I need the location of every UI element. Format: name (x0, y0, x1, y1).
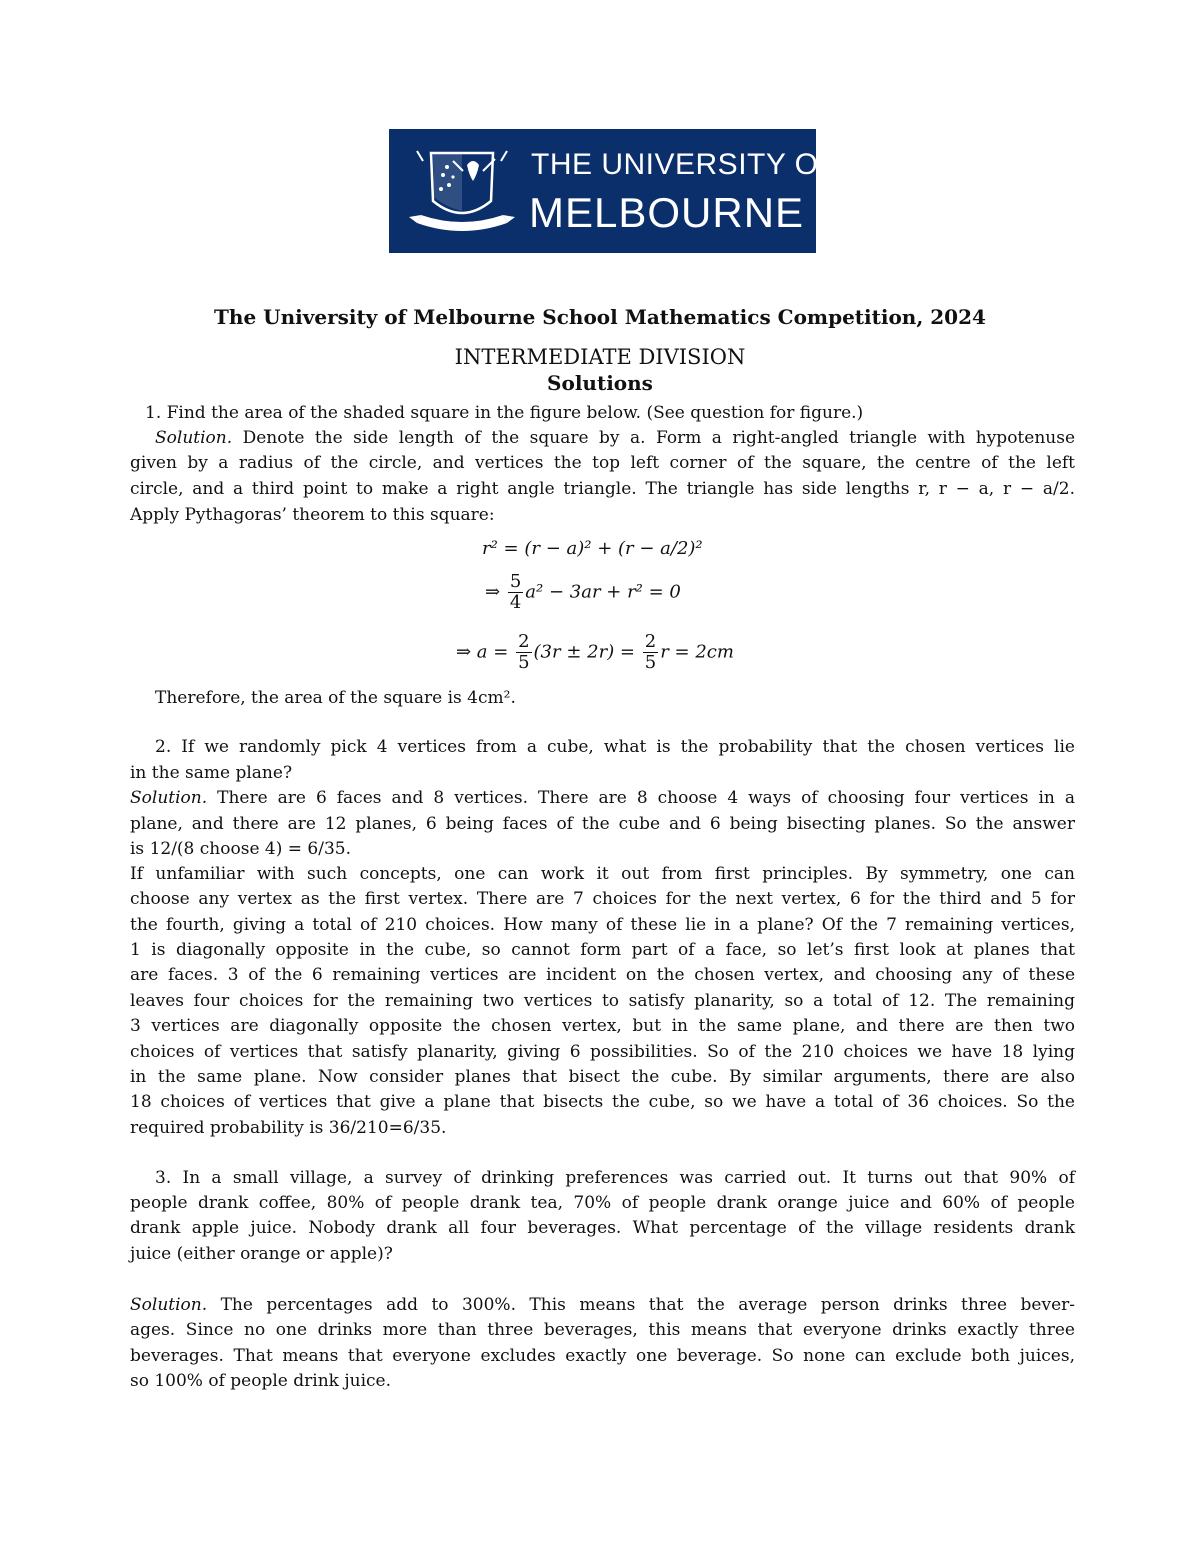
q2-line-4: plane, and there are 12 planes, 6 being faces of the cube and 6 being bisecting planes. So the answer (130, 814, 1075, 834)
q1-equation-1: r² = (r − a)² + (r − a/2)² (482, 538, 703, 559)
q1-equation-3 (456, 632, 734, 673)
division-heading: INTERMEDIATE DIVISION (454, 345, 746, 369)
q2-line-5: is 12/(8 choose 4) = 6/35. (130, 839, 351, 859)
q2-line-10: are faces. 3 of the 6 remaining vertices are incident on the chosen vertex, and choosing any of these (130, 965, 1075, 985)
fraction-2-5 (516, 632, 531, 673)
equation-2-rest: a² − 3ar + r² = 0 (525, 581, 681, 603)
q2-line-13: choices of vertices that satisfy planarity, giving 6 possibilities. So of the 210 choices we have 18 lying (130, 1042, 1075, 1062)
q3-line-3: drank apple juice. Nobody drank all four beverages. What percentage of the village residents drank (130, 1218, 1075, 1238)
fraction-numerator: 2 (644, 631, 657, 652)
q2-solution-label: Solution. (130, 788, 208, 808)
q2-line-14: in the same plane. Now consider planes that bisect the cube. By similar arguments, there are also (130, 1067, 1075, 1087)
q3-line-2: people drank coffee, 80% of people drank tea, 70% of people drank orange juice and 60% of people (130, 1193, 1075, 1213)
logo-line-2: MELBOURNE (529, 189, 805, 236)
q3-line-4: juice (either orange or apple)? (130, 1244, 393, 1264)
q2-line-6: If unfamiliar with such concepts, one can work it out from first principles. By symmetry, one can (130, 864, 1075, 884)
equation-3-middle: (3r ± 2r) = (533, 641, 636, 663)
q1-line-3: circle, and a third point to make a right angle triangle. The triangle has side lengths r, r − a, r − a/2. (130, 479, 1075, 499)
fraction-numerator: 2 (518, 631, 530, 652)
equation-3-start: ⇒ a = (456, 641, 509, 663)
fraction-denominator: 4 (509, 592, 522, 613)
q2-line-16: required probability is 36/210=6/35. (130, 1118, 447, 1138)
q1-line-2: given by a radius of the circle, and vertices the top left corner of the square, the centre of the left (130, 453, 1075, 473)
q2-line-8: the fourth, giving a total of 210 choices. How many of these lie in a plane? Of the 7 remaining vertices, (130, 915, 1075, 935)
solutions-heading: Solutions (547, 371, 653, 395)
q3-line-7: beverages. That means that everyone excludes exactly one beverage. So none can exclude both juices, (130, 1346, 1075, 1366)
q2-line-7: choose any vertex as the first vertex. There are 7 choices for the next vertex, 6 for the third and 5 for (130, 889, 1075, 909)
q2-line-2: in the same plane? (130, 763, 293, 783)
page-title: The University of Melbourne School Mathematics Competition, 2024 (214, 305, 986, 329)
q1-question: 1. Find the area of the shaded square in the figure below. (See question for figure.) (145, 403, 864, 423)
q2-line-11: leaves four choices for the remaining two vertices to satisfy planarity, so a total of 12. The remaining (130, 991, 1075, 1011)
q3-solution-label: Solution. (130, 1295, 208, 1315)
q1-text: Denote the side length of the square by a. Form a right-angled triangle with hypotenuse (242, 428, 1076, 448)
q1-solution-label: Solution. (155, 428, 233, 448)
q2-line-12: 3 vertices are diagonally opposite the chosen vertex, but in the same plane, and there are then two (130, 1016, 1075, 1036)
university-logo (389, 129, 838, 253)
fraction-5-4 (508, 572, 523, 613)
q2-line-9: 1 is diagonally opposite in the cube, so cannot form part of a face, so let’s first look at planes that (130, 940, 1075, 960)
crest-icon (403, 141, 521, 241)
q3-text: The percentages add to 300%. This means that the average person drinks three bever- (220, 1295, 1075, 1315)
q1-line-4: Apply Pythagoras’ theorem to this square: (130, 505, 495, 525)
q1-conclusion: Therefore, the area of the square is 4cm². (155, 688, 516, 708)
equation-3-end: r = 2cm (660, 641, 734, 663)
q1-equation-2 (485, 572, 681, 613)
logo-line-1: THE UNIVERSITY OF (531, 148, 838, 181)
q3-solution-line (130, 1293, 1075, 1317)
q2-solution-line (130, 786, 1075, 810)
q2-text: There are 6 faces and 8 vertices. There are 8 choose 4 ways of choosing four vertices in a (217, 788, 1076, 808)
q3-line-1: 3. In a small village, a survey of drinking preferences was carried out. It turns out that 90% of (155, 1168, 1075, 1188)
q2-line-15: 18 choices of vertices that give a plane that bisects the cube, so we have a total of 36 choices. So the (130, 1092, 1075, 1112)
q2-line-1: 2. If we randomly pick 4 vertices from a cube, what is the probability that the chosen vertices lie (155, 737, 1075, 757)
fraction-2-5-second (643, 632, 658, 673)
q3-line-8: so 100% of people drink juice. (130, 1371, 392, 1391)
fraction-denominator: 5 (644, 652, 657, 673)
implies-symbol: ⇒ (485, 581, 501, 603)
q1-solution-line (155, 426, 1075, 450)
fraction-denominator: 5 (518, 652, 530, 673)
fraction-numerator: 5 (509, 571, 522, 592)
q3-line-6: ages. Since no one drinks more than three beverages, this means that everyone drinks exactly three (130, 1320, 1075, 1340)
